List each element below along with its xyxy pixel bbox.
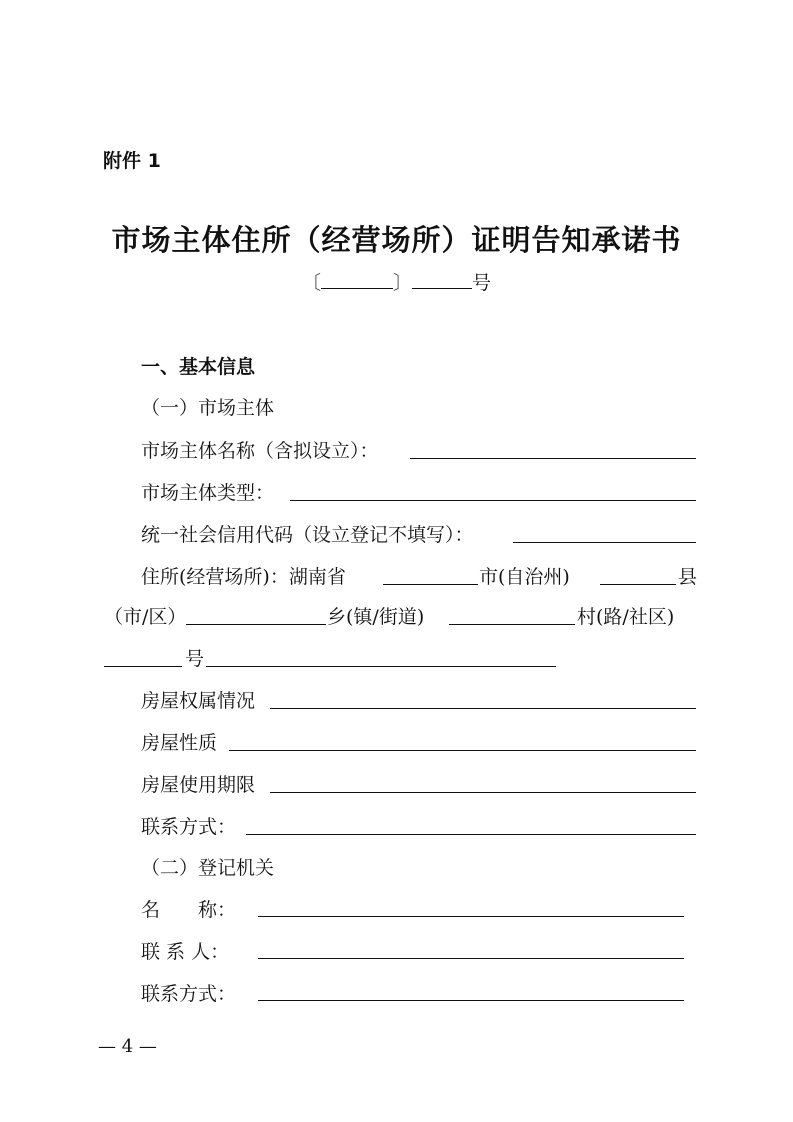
number-blank[interactable] <box>412 270 472 289</box>
entity-type-field[interactable] <box>290 500 696 501</box>
authority-name-field[interactable] <box>258 916 684 917</box>
label-entity-name: 市场主体名称（含拟设立）： <box>141 440 379 462</box>
label-village: 村(路/社区) <box>577 606 675 628</box>
ownership-field[interactable] <box>270 708 696 709</box>
label-authority-name: 名 称： <box>141 899 237 921</box>
section-heading-basic-info: 一、基本信息 <box>141 356 256 378</box>
authority-contact-field[interactable] <box>258 1000 684 1001</box>
contact-field[interactable] <box>246 834 696 835</box>
document-title: 市场主体住所（经营场所）证明告知承诺书 <box>111 223 682 257</box>
label-nature: 房屋性质 <box>141 732 218 754</box>
number-suffix: 号 <box>472 272 492 294</box>
label-county: 县 <box>678 566 698 588</box>
label-township: 乡(镇/街道) <box>327 606 425 628</box>
close-bracket: 〕 <box>392 272 412 294</box>
address-village-field[interactable] <box>104 666 182 667</box>
credit-code-field[interactable] <box>513 542 696 543</box>
label-address-prefix: 住所(经营场所)：湖南省 <box>141 566 346 588</box>
nature-field[interactable] <box>229 750 696 751</box>
subsection-authority: （二）登记机关 <box>141 857 275 879</box>
address-county-field[interactable] <box>600 584 676 585</box>
label-number: 号 <box>185 648 205 670</box>
label-credit-code: 统一社会信用代码（设立登记不填写）： <box>141 524 474 546</box>
label-authority-person: 联 系 人： <box>141 941 230 963</box>
subsection-entity: （一）市场主体 <box>141 397 275 419</box>
attachment-label: 附件 1 <box>103 150 161 172</box>
address-township-field[interactable] <box>449 624 575 625</box>
label-entity-type: 市场主体类型： <box>141 482 275 504</box>
label-authority-contact: 联系方式： <box>141 983 237 1005</box>
label-contact: 联系方式： <box>141 816 237 838</box>
address-city-field[interactable] <box>383 584 478 585</box>
entity-name-field[interactable] <box>410 458 696 459</box>
label-city: 市(自治州) <box>479 566 570 588</box>
label-ownership: 房屋权属情况 <box>141 690 256 712</box>
open-bracket: 〔 <box>301 272 321 294</box>
address-number-field[interactable] <box>206 666 556 667</box>
page-number: — 4 — <box>98 1036 157 1057</box>
label-term: 房屋使用期限 <box>141 774 256 796</box>
label-district: （市/区） <box>104 606 187 628</box>
address-district-field[interactable] <box>186 624 326 625</box>
year-blank[interactable] <box>321 270 393 289</box>
authority-person-field[interactable] <box>258 958 684 959</box>
document-number <box>0 268 793 295</box>
term-field[interactable] <box>270 792 696 793</box>
